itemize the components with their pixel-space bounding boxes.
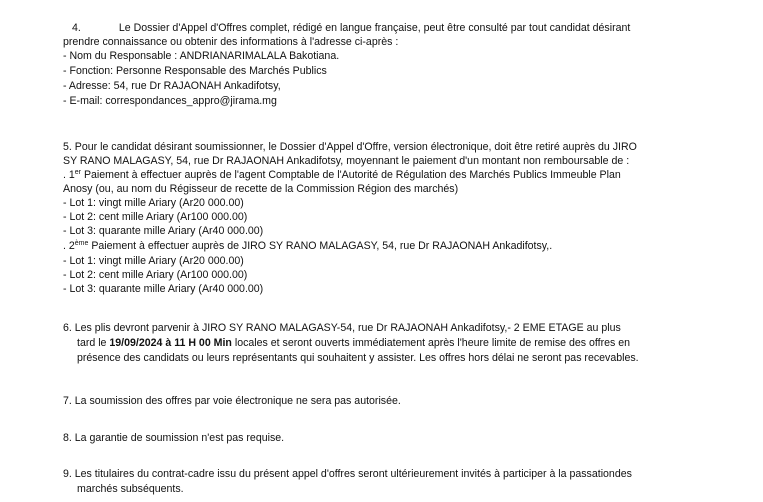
- payment-2-lot-3: - Lot 3: quarante mille Ariary (Ar40 000.00): [63, 283, 264, 295]
- section-9-line-2: marchés subséquents.: [77, 483, 184, 495]
- section-6-line-1: 6. Les plis devront parvenir à JIRO SY RANO MALAGASY-54, rue Dr RAJAONAH Ankadifotsy,- 2 EME ETAGE au plus: [63, 322, 621, 334]
- section-6-line-3: présence des candidats ou leurs représentants qui souhaitent y assister. Les offres hors délai ne seront pas recevables.: [77, 352, 639, 364]
- section-8: 8. La garantie de soumission n'est pas requise.: [63, 432, 285, 444]
- responsible-address: - Adresse: 54, rue Dr RAJAONAH Ankadifotsy,: [63, 80, 281, 92]
- payment-2-text: Paiement à effectuer auprès de JIRO SY RANO MALAGASY, 54, rue Dr RAJAONAH Ankadifotsy,.: [88, 240, 553, 252]
- section-5-line-1: 5. Pour le candidat désirant soumissionner, le Dossier d'Appel d'Offre, version électronique, doit être retiré auprès du JIRO: [63, 141, 637, 153]
- responsible-name: - Nom du Responsable : ANDRIANARIMALALA Bakotiana.: [63, 50, 340, 62]
- payment-2-lot-2: - Lot 2: cent mille Ariary (Ar100 000.00): [63, 269, 248, 281]
- deadline-prefix: tard le: [77, 337, 110, 349]
- deadline-suffix: locales et seront ouverts immédiatement après l'heure limite de remise des offres en: [231, 337, 631, 349]
- responsible-function: - Fonction: Personne Responsable des Marchés Publics: [63, 65, 327, 77]
- payment-2-lot-1: - Lot 1: vingt mille Ariary (Ar20 000.00): [63, 255, 244, 267]
- payment-1-number: . 1: [63, 169, 75, 181]
- payment-2-ordinal: ème: [74, 240, 89, 247]
- section-6-line-2: [77, 337, 630, 350]
- payment-1-text: Paiement à effectuer auprès de l'agent Comptable de l'Autorité de Régulation des Marchés Publics Immeuble Plan: [81, 169, 621, 181]
- section-4-line-2: prendre connaissance ou obtenir des informations à l'adresse ci-après :: [63, 36, 399, 48]
- section-4-text: Le Dossier d'Appel d'Offres complet, rédigé en langue française, peut être consulté par tout candidat désirant: [118, 22, 631, 34]
- payment-1-line-2: Anosy (ou, au nom du Régisseur de recette de la Commission Région des marchés): [63, 183, 459, 195]
- section-4-line-1: [72, 22, 708, 35]
- payment-1-lot-3: - Lot 3: quarante mille Ariary (Ar40 000.00): [63, 225, 264, 237]
- section-7: 7. La soumission des offres par voie électronique ne sera pas autorisée.: [63, 395, 401, 407]
- section-5-line-2: SY RANO MALAGASY, 54, rue Dr RAJAONAH Ankadifotsy, moyennant le paiement d'un montant non remboursable de :: [63, 155, 630, 167]
- section-9-line-1: 9. Les titulaires du contrat-cadre issu du présent appel d'offres seront ultérieurement invités à participer à la passationdes: [63, 468, 632, 480]
- responsible-email: - E-mail: correspondances_appro@jirama.mg: [63, 95, 277, 107]
- payment-2-line: [63, 240, 552, 253]
- payment-1-lot-2: - Lot 2: cent mille Ariary (Ar100 000.00): [63, 211, 248, 223]
- payment-1-line: [63, 169, 621, 182]
- deadline-datetime: 19/09/2024 à 11 H 00 Min: [109, 337, 232, 349]
- payment-1-ordinal: er: [74, 169, 82, 176]
- payment-2-number: . 2: [63, 240, 75, 252]
- payment-1-lot-1: - Lot 1: vingt mille Ariary (Ar20 000.00): [63, 197, 244, 209]
- section-4-number: 4.: [72, 22, 81, 34]
